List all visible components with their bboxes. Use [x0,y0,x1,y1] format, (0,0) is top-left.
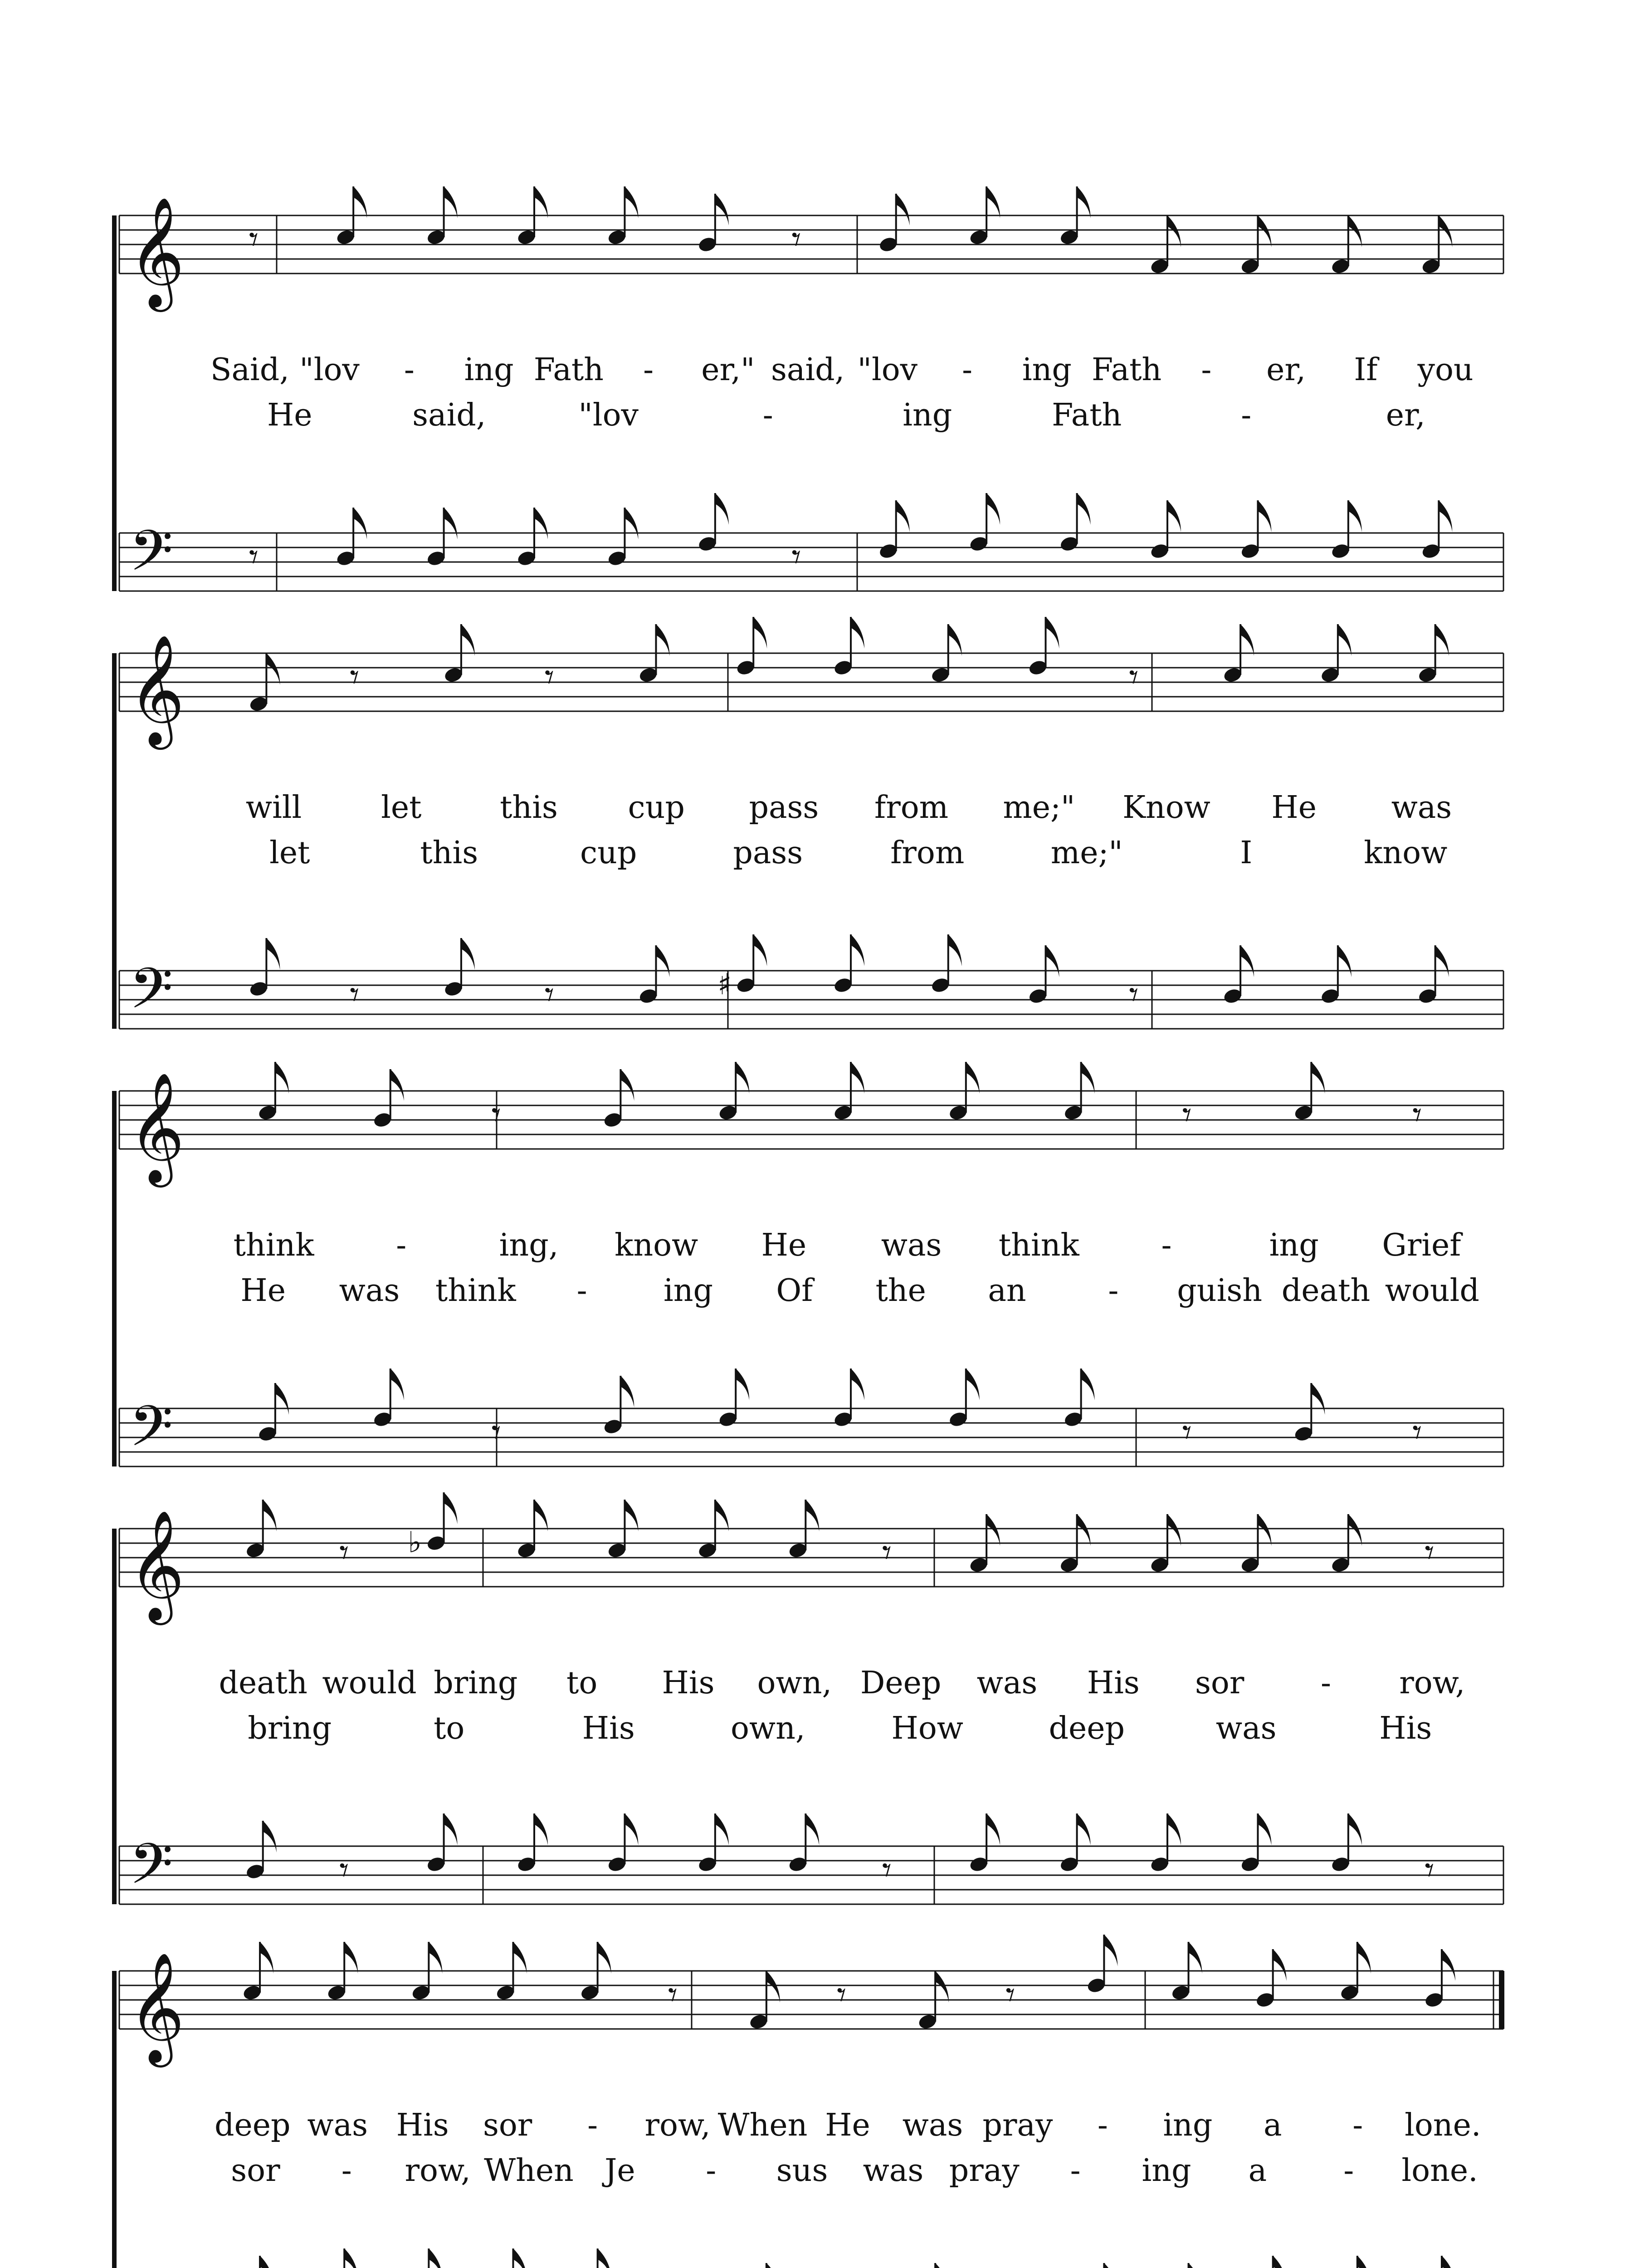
treble-note [718,1062,750,1122]
eighth-rest-icon: 𝄾 [1005,1974,1015,2016]
eighth-rest-icon: 𝄾 [1412,1094,1422,1136]
lyric-syllable-verse-2: me;" [1050,835,1123,871]
treble-note [249,653,280,713]
lyric-syllable-verse-1: - [396,1227,407,1263]
lyric-syllable-verse-2: He [267,397,312,433]
lyric-syllable-verse-2: know [1364,835,1448,871]
bass-note [426,1813,458,1873]
bass-note [372,1369,404,1428]
lyric-syllable-verse-1: let [381,790,422,826]
system-bracket [112,1091,117,1466]
treble-clef-icon: 𝄞 [128,634,185,745]
lyric-syllable-verse-1: ing [464,352,514,388]
lyric-syllable-verse-2: His [1379,1711,1432,1746]
eighth-rest-icon: 𝄾 [339,1531,349,1574]
lyric-syllable-verse-2: death [1281,1273,1371,1309]
lyric-syllable-verse-2: said, [412,397,486,433]
lyric-syllable-verse-1: - [962,352,973,388]
lyric-syllable-verse-2: lone. [1401,2153,1478,2189]
bass-note [516,1813,548,1873]
lyric-syllable-verse-1: was [881,1227,942,1263]
lyric-syllable-verse-1: - [404,352,415,388]
bass-note [1149,500,1181,560]
lyric-syllable-verse-2: - [1241,397,1252,433]
bass-note [257,1383,289,1443]
lyric-syllable-verse-2: the [875,1273,926,1309]
treble-note [1059,186,1091,246]
lyric-syllable-verse-2: sus [776,2153,828,2189]
treble-clef-icon: 𝄞 [128,1509,185,1620]
treble-note [257,1062,289,1122]
eighth-rest-icon: 𝄾 [1425,1531,1435,1574]
bass-clef-icon: 𝄢 [129,956,173,1035]
treble-note [948,1062,980,1122]
eighth-rest-icon: 𝄾 [350,656,360,698]
lyric-syllable-verse-1: pass [749,790,819,826]
eighth-rest-icon: 𝄾 [544,973,554,1016]
lyric-syllable-verse-2: a [1248,2153,1267,2189]
treble-clef-icon: 𝄞 [128,196,185,307]
treble-note [748,1971,780,2031]
lyric-syllable-verse-1: Deep [860,1665,942,1701]
bass-note [249,938,280,998]
bass-note [917,2263,949,2268]
treble-note [516,186,548,246]
lyric-syllable-verse-1: was [307,2107,368,2143]
treble-note [1421,215,1453,275]
final-barline-thick [1499,1971,1504,2029]
bass-note [411,2248,443,2268]
lyric-syllable-verse-1: from [874,790,949,826]
lyric-syllable-verse-1: you [1417,352,1474,388]
treble-note [1240,1514,1272,1574]
treble-note [1240,215,1272,275]
lyric-syllable-verse-1: - [1352,2107,1363,2143]
bass-note [327,2248,358,2268]
bass-note [1293,1383,1325,1443]
treble-note [1171,1942,1202,2002]
bass-note [245,1821,277,1881]
eighth-rest-icon: 𝄾 [491,1094,501,1136]
lyric-syllable-verse-1: Fath [533,352,604,388]
lyric-syllable-verse-1: ing [1022,352,1072,388]
lyric-syllable-verse-2: - [762,397,773,433]
lyric-syllable-verse-1: sor [1195,1665,1244,1701]
treble-note [411,1942,443,2002]
bass-note [1421,500,1453,560]
lyric-syllable-verse-2: - [1108,1273,1119,1309]
treble-clef-icon: 𝄞 [128,1071,185,1183]
bass-note [607,1813,639,1873]
lyric-syllable-verse-2: was [339,1273,400,1309]
treble-note [443,624,475,684]
lyric-syllable-verse-2: Je [605,2153,635,2189]
bass-note [495,2248,527,2268]
bass-note [1086,2263,1118,2268]
lyric-syllable-verse-2: to [434,1711,465,1746]
bass-note [580,2248,611,2268]
lyric-syllable-verse-1: When [717,2107,808,2143]
lyric-syllable-verse-2: - [1070,2153,1081,2189]
staff-systems [112,186,1504,2268]
sharp-icon: ♯ [717,968,732,1002]
lyric-syllable-verse-1: to [566,1665,598,1701]
eighth-rest-icon: 𝄾 [1182,1411,1192,1453]
bass-note [1149,1813,1181,1873]
lyric-syllable-verse-1: deep [214,2107,291,2143]
lyric-syllable-verse-2: this [420,835,478,871]
system-3 [112,1062,1503,1473]
bass-clef-icon: 𝄢 [129,518,173,597]
treble-staff [119,1091,1503,1149]
lyric-syllable-verse-2: Fath [1052,397,1122,433]
lyric-syllable-verse-1: He [825,2107,870,2143]
treble-note [1222,624,1254,684]
bass-note [426,508,458,567]
bass-staff [119,533,1503,591]
bass-note [242,2256,273,2268]
lyric-syllable-verse-1: ing [1269,1227,1319,1263]
lyric-syllable-verse-2: pass [733,835,803,871]
lyric-syllable-verse-1: death [219,1665,307,1701]
eighth-rest-icon: 𝄾 [1129,973,1139,1016]
treble-note [1320,624,1352,684]
bass-note [697,493,729,553]
lyric-syllable-verse-1: was [902,2107,963,2143]
treble-note [638,624,670,684]
lyric-syllable-verse-1: Grief [1382,1227,1461,1263]
treble-note [917,1971,949,2031]
bass-staff [119,1846,1503,1904]
bass-note [336,508,367,567]
lyric-syllable-verse-2: - [576,1273,587,1309]
lyric-syllable-verse-1: ing, [499,1227,559,1263]
lyric-syllable-verse-1: lone. [1405,2107,1481,2143]
bass-note [1339,2256,1371,2268]
lyric-syllable-verse-1: cup [628,790,685,826]
lyric-syllable-verse-2: How [891,1711,963,1746]
treble-note [426,186,458,246]
treble-note [242,1942,273,2002]
lyric-syllable-verse-1: a [1264,2107,1282,2143]
system-bracket [112,1529,117,1904]
lyric-syllable-verse-2: would [1385,1273,1479,1309]
bass-clef-icon: 𝄢 [129,1394,173,1473]
eighth-rest-icon: 𝄾 [1182,1094,1192,1136]
treble-note [1417,624,1449,684]
lyric-syllable-verse-2: think [435,1273,516,1309]
treble-note [1330,1514,1362,1574]
bass-note [1330,500,1362,560]
system-bracket [112,215,117,591]
treble-note [1339,1942,1371,2002]
treble-note [788,1500,820,1559]
lyric-syllable-verse-1: was [1391,790,1452,826]
eighth-rest-icon: 𝄾 [1412,1411,1422,1453]
eighth-rest-icon: 𝄾 [544,656,554,698]
treble-note [607,186,639,246]
eighth-rest-icon: 𝄾 [1129,656,1139,698]
lyric-syllable-verse-2: was [1215,1711,1277,1746]
lyric-syllable-verse-1: "lov [857,352,918,388]
lyric-syllable-verse-2: pray [949,2153,1020,2189]
lyric-syllable-verse-1: bring [434,1665,518,1701]
lyric-syllable-verse-1: He [761,1227,807,1263]
bass-note [1059,1813,1091,1873]
eighth-rest-icon: 𝄾 [882,1849,892,1891]
lyric-syllable-verse-2: own, [730,1711,805,1746]
treble-note [969,186,1000,246]
lyric-syllable-verse-2: ing [1142,2153,1191,2189]
treble-note [245,1500,277,1559]
bass-note [878,500,910,560]
bass-note [948,1369,980,1428]
treble-note [1293,1062,1325,1122]
lyric-syllable-verse-1: "lov [299,352,360,388]
lyric-syllable-verse-2: row, [405,2153,471,2189]
bass-note [718,1369,750,1428]
bass-note [969,1813,1000,1873]
system-2 [112,617,1503,1035]
bass-note [1255,2256,1287,2268]
lyric-syllable-verse-1: - [1321,1665,1331,1701]
bass-note [1320,945,1352,1005]
lyric-syllable-verse-2: cup [580,835,637,871]
lyric-syllable-verse-1: was [976,1665,1038,1701]
bass-staff [119,971,1503,1029]
bass-note [1171,2263,1202,2268]
lyric-syllable-verse-2: - [1343,2153,1354,2189]
system-1 [112,186,1503,597]
lyric-syllable-verse-1: said, [771,352,845,388]
eighth-rest-icon: 𝄾 [668,1974,678,2016]
lyric-syllable-verse-1: er," [701,352,755,388]
lyric-syllable-verse-2: an [988,1273,1026,1309]
lyric-syllable-verse-1: er, [1266,352,1306,388]
lyric-syllable-verse-1: - [1161,1227,1172,1263]
bass-note [1330,1813,1362,1873]
lyric-syllable-verse-1: Know [1122,790,1210,826]
treble-staff [119,1529,1503,1587]
lyric-syllable-verse-1: - [1201,352,1212,388]
lyric-syllable-verse-2: sor [231,2153,280,2189]
lyric-syllable-verse-1: know [615,1227,698,1263]
treble-staff [119,653,1503,711]
lyric-syllable-verse-2: deep [1049,1711,1125,1746]
bass-note [1222,945,1254,1005]
lyric-syllable-verse-2: - [706,2153,717,2189]
lyric-syllable-verse-1: row, [644,2107,711,2143]
treble-note [408,1492,458,1559]
lyric-syllable-verse-1: would [322,1665,417,1701]
eighth-rest-icon: 𝄾 [882,1531,892,1574]
lyric-syllable-verse-2: Of [776,1273,813,1309]
bass-note [1063,1369,1095,1428]
lyric-syllable-verse-1: will [245,790,302,826]
system-bracket [112,1971,117,2268]
lyric-syllable-verse-2: His [582,1711,635,1746]
system-4 [112,1492,1503,1911]
system-bracket [112,653,117,1029]
eighth-rest-icon: 𝄾 [791,536,801,578]
bass-note [833,1369,864,1428]
lyric-syllable-verse-1: His [662,1665,715,1701]
bass-clef-icon: 𝄢 [129,1832,173,1911]
treble-note [697,1500,729,1559]
lyric-syllable-verse-1: His [396,2107,449,2143]
bass-note [1240,500,1272,560]
lyric-syllable-verse-1: - [1097,2107,1108,2143]
lyric-syllable-verse-1: He [1271,790,1317,826]
system-5 [112,1935,1504,2268]
treble-note [336,186,367,246]
lyric-syllable-verse-2: ing [903,397,952,433]
bass-note [969,493,1000,553]
lyric-syllable-verse-2: let [269,835,310,871]
eighth-rest-icon: 𝄾 [249,536,259,578]
lyric-syllable-verse-2: ing [663,1273,713,1309]
bass-note [697,1813,729,1873]
treble-note [516,1500,548,1559]
lyric-syllable-verse-1: think [233,1227,314,1263]
bass-note [607,508,639,567]
treble-note [930,624,962,684]
treble-note [1059,1514,1091,1574]
bass-note [1417,945,1449,1005]
lyric-syllable-verse-1: - [643,352,654,388]
bass-note [443,938,475,998]
lyric-syllable-verse-1: sor [483,2107,532,2143]
lyric-syllable-verse-1: row, [1399,1665,1465,1701]
lyric-syllable-verse-2: - [341,2153,352,2189]
lyric-syllable-verse-2: from [890,835,965,871]
lyric-syllable-verse-1: own, [757,1665,832,1701]
lyric-syllable-verse-1: If [1354,352,1378,388]
lyric-syllable-verse-2: er, [1386,397,1425,433]
bass-note [717,934,767,1002]
lyric-syllable-verse-1: think [998,1227,1079,1263]
bass-note [603,1376,634,1436]
treble-note [1063,1062,1095,1122]
treble-note [833,1062,864,1122]
lyric-syllable-verse-2: "lov [578,397,639,433]
treble-note [607,1500,639,1559]
eighth-rest-icon: 𝄾 [791,218,801,260]
flat-icon: ♭ [408,1526,422,1559]
treble-note [1330,215,1362,275]
treble-note [580,1942,611,2002]
treble-note [1149,215,1181,275]
bass-note [1028,945,1059,1005]
eighth-rest-icon: 𝄾 [1425,1849,1435,1891]
treble-clef-icon: 𝄞 [128,1951,185,2063]
treble-note [327,1942,358,2002]
lyric-syllable-verse-1: me;" [1003,790,1075,826]
bass-note [516,508,548,567]
bass-note [748,2263,780,2268]
eighth-rest-icon: 𝄾 [837,1974,847,2016]
lyric-syllable-verse-1: His [1087,1665,1140,1701]
bass-note [638,945,670,1005]
bass-note [1240,1813,1272,1873]
lyric-syllable-verse-2: I [1240,835,1253,871]
lyric-syllable-verse-1: ing [1163,2107,1213,2143]
treble-note [495,1942,527,2002]
lyric-syllable-verse-1: Fath [1092,352,1162,388]
treble-staff [119,215,1503,274]
lyric-syllable-verse-1: Said, [210,352,289,388]
lyric-syllable-verse-2: was [863,2153,924,2189]
bass-note [788,1813,820,1873]
treble-staff [119,1971,1503,2029]
lyric-syllable-verse-1: pray [982,2107,1053,2143]
lyric-syllable-verse-1: this [500,790,558,826]
bass-note [1424,2256,1455,2268]
bass-note [1059,493,1091,553]
lyric-syllable-verse-2: guish [1177,1273,1263,1309]
eighth-rest-icon: 𝄾 [249,218,259,260]
eighth-rest-icon: 𝄾 [339,1849,349,1891]
lyric-syllable-verse-1: - [587,2107,598,2143]
lyric-syllable-verse-2: bring [248,1711,332,1746]
treble-note [969,1514,1000,1574]
eighth-rest-icon: 𝄾 [491,1411,501,1453]
lyric-syllable-verse-2: When [484,2153,574,2189]
treble-note [1149,1514,1181,1574]
lyric-syllable-verse-2: He [240,1273,286,1309]
eighth-rest-icon: 𝄾 [350,973,360,1016]
